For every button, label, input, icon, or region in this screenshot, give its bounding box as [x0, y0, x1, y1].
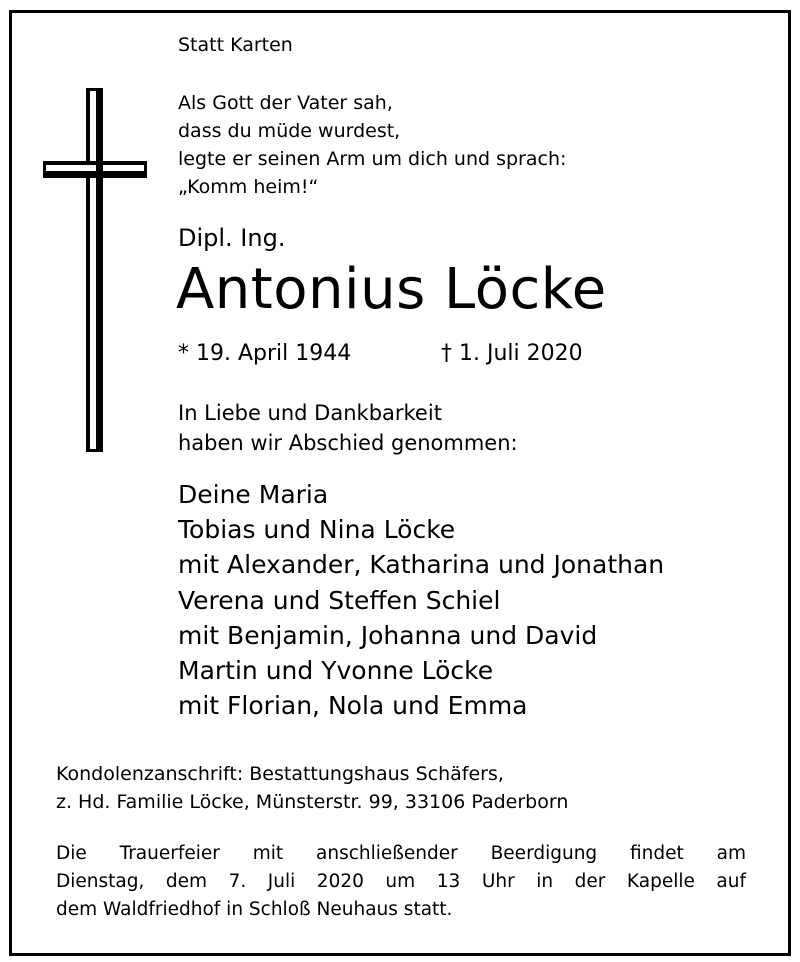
funeral-line: dem Waldfriedhof in Schloß Neuhaus statt.	[56, 899, 453, 920]
poem-line: legte er seinen Arm um dich und sprach:	[178, 148, 567, 170]
mourner-line: mit Benjamin, Johanna und David	[178, 620, 598, 650]
cross-icon	[40, 86, 150, 454]
poem-line: „Komm heim!“	[178, 176, 319, 198]
farewell-line: In Liebe und Dankbarkeit	[178, 401, 442, 425]
mourner-line: Deine Maria	[178, 480, 329, 509]
poem	[178, 89, 566, 201]
birth-date: * 19. April 1944	[178, 341, 352, 366]
mourner-line: mit Florian, Nola und Emma	[178, 691, 528, 721]
mourner-line: Verena und Steffen Schiel	[178, 585, 501, 615]
condolence-line: Kondolenzanschrift: Bestattungshaus Schäfers,	[56, 763, 504, 785]
condolence-line: z. Hd. Familie Löcke, Münsterstr. 99, 33106 Paderborn	[56, 791, 569, 813]
mourner-line: Tobias und Nina Löcke	[178, 515, 456, 545]
funeral-line: Die Trauerfeier mit anschließender Beerdigung findet am	[56, 843, 746, 864]
poem-line: Als Gott der Vater sah,	[178, 92, 393, 114]
poem-line: dass du müde wurdest,	[178, 120, 401, 142]
academic-title: Dipl. Ing.	[178, 224, 286, 252]
funeral-line: Dienstag, dem 7. Juli 2020 um 13 Uhr in der Kapelle auf	[56, 871, 746, 892]
funeral-notice	[56, 840, 746, 924]
mourner-line: Martin und Yvonne Löcke	[178, 656, 494, 686]
header-statt-karten: Statt Karten	[178, 34, 293, 56]
deceased-name: Antonius Löcke	[176, 257, 607, 322]
farewell-text	[178, 398, 518, 458]
death-date: † 1. Juli 2020	[441, 341, 583, 366]
mourner-line: mit Alexander, Katharina und Jonathan	[178, 550, 665, 580]
condolence-address	[56, 760, 568, 816]
mourners-list	[178, 477, 664, 723]
farewell-line: haben wir Abschied genommen:	[178, 431, 518, 455]
